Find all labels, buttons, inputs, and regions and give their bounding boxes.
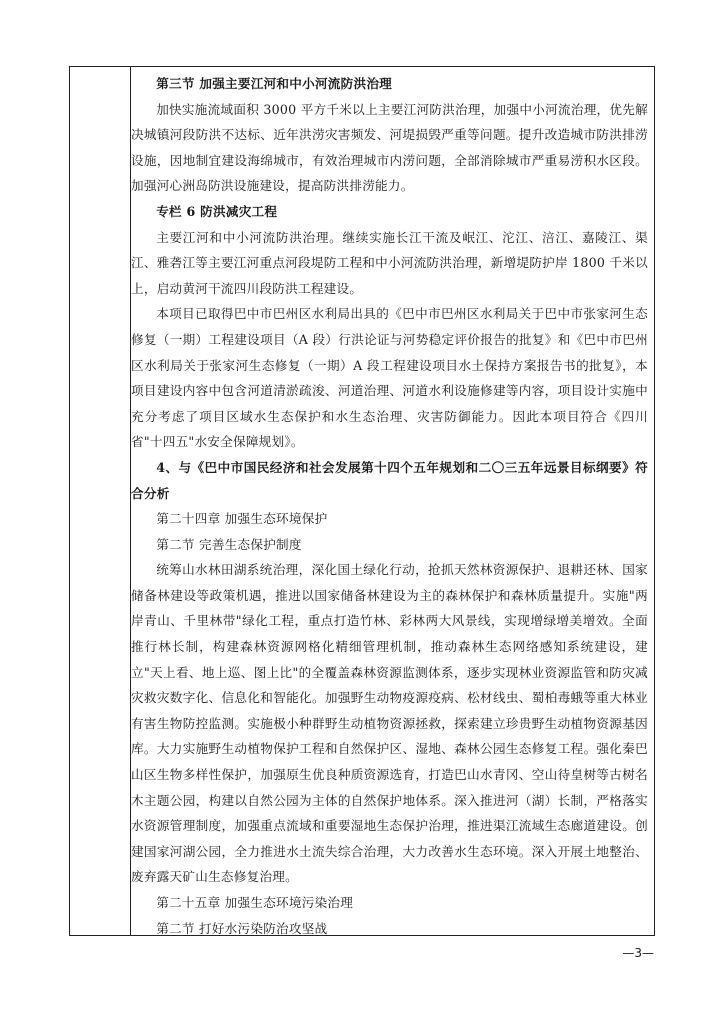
box6-paragraph: 主要江河和中小河流防洪治理。继续实施长江干流及岷江、沱江、涪江、嘉陵江、渠江、雅砻江等主要江河重点河段堤防工程和中小河流防洪治理，新增堤防护岸 1800 千米以上，启动黄河干流四川段防洪工程建设。 [131, 229, 648, 296]
box6-title: 专栏 6 防洪减灾工程 [156, 203, 278, 219]
document-table [69, 66, 655, 936]
section3-title: 第三节 加强主要江河和中小河流防洪治理 [156, 76, 393, 91]
section3-paragraph: 加快实施流域面积 3000 平方千米以上主要江河防洪治理，加强中小河流治理，优先解决城镇河段防洪不达标、近年洪涝灾害频发、河堤损毁严重等问题。提升改造城市防洪排涝设施，因地制宜建设海绵城市，有效治理城市内涝问题，全部消除城市严重易涝积水区段。加强河心洲岛防洪设施建设，提高防洪排涝能力。 [131, 101, 648, 194]
chapter-24-paragraph: 统筹山水林田湖系统治理，深化国土绿化行动，抢抓天然林资源保护、退耕还林、国家储备林建设等政策机遇，推进以国家储备林建设为主的森林保护和森林质量提升。实施"两岸青山、千里林带"绿化工程，重点打造竹林、彩林两大风景线，实现增绿增美增效。全面推行林长制，构建森林资源网格化精细管理机制，推动森林生态网络感知系统建设，建立"天上看、地上巡、图上比"的全覆盖森林资源监测体系，逐步实现林业资源监管和防灾减灾救灾数字化、信息化和智能化。加强野生动物疫源疫病、松材线虫、蜀柏毒蛾等重大林业有害生物防控监测。实施极小种群野生动植物资源拯救，探索建立珍贵野生动植物资源基因库。大力实施野生动植物保护工程和自然保护区、湿地、森林公园生态修复工程。强化秦巴山区生物多样性保护，加强原生优良种质资源选育，打造巴山水青冈、空山待皇树等古树名木主题公园，构建以自然公园为主体的自然保护地体系。深入推进河（湖）长制，严格落实水资源管理制度，加强重点流域和重要湿地生态保护治理，推进渠江流域生态廊道建设。创建国家河湖公园，全力推进水土流失综合治理，大力改善水生态环境。深入开展土地整治、废弃露天矿山生态修复治理。 [131, 562, 648, 885]
chapter-24-section-2-title: 第二节 完善生态保护制度 [156, 536, 302, 552]
table-label-column [70, 67, 131, 935]
chapter-25-title: 第二十五章 加强生态环境污染治理 [156, 895, 354, 910]
project-compliance-paragraph: 本项目已取得巴中市巴州区水利局出具的《巴中市巴州区水利局关于巴中市张家河生态修复（一期）工程建设项目（A 段）行洪论证与河势稳定评价报告的批复》和《巴中市巴州区水利局关于张家河生态修复（一期）A 段工程建设项目水土保持方案报告书的批复》，本项目建设内容中包含河道清淤疏浚、河道治理、河道水利设施修建等内容，项目设计实施中充分考虑了项目区域水生态保护和水生态治理、灾害防御能力。因此本项目符合《四川省"十四五"水安全保障规划》。 [131, 306, 648, 450]
compliance-heading-4: 4、与《巴中市国民经济和社会发展第十四个五年规划和二〇三五年远景目标纲要》符合分析 [131, 459, 648, 501]
chapter-25-section-2-title: 第二节 打好水污染防治攻坚战 [156, 920, 328, 935]
page-number: —3— [622, 946, 654, 960]
chapter-24-title: 第二十四章 加强生态环境保护 [156, 511, 328, 527]
table-content-cell [131, 71, 648, 935]
